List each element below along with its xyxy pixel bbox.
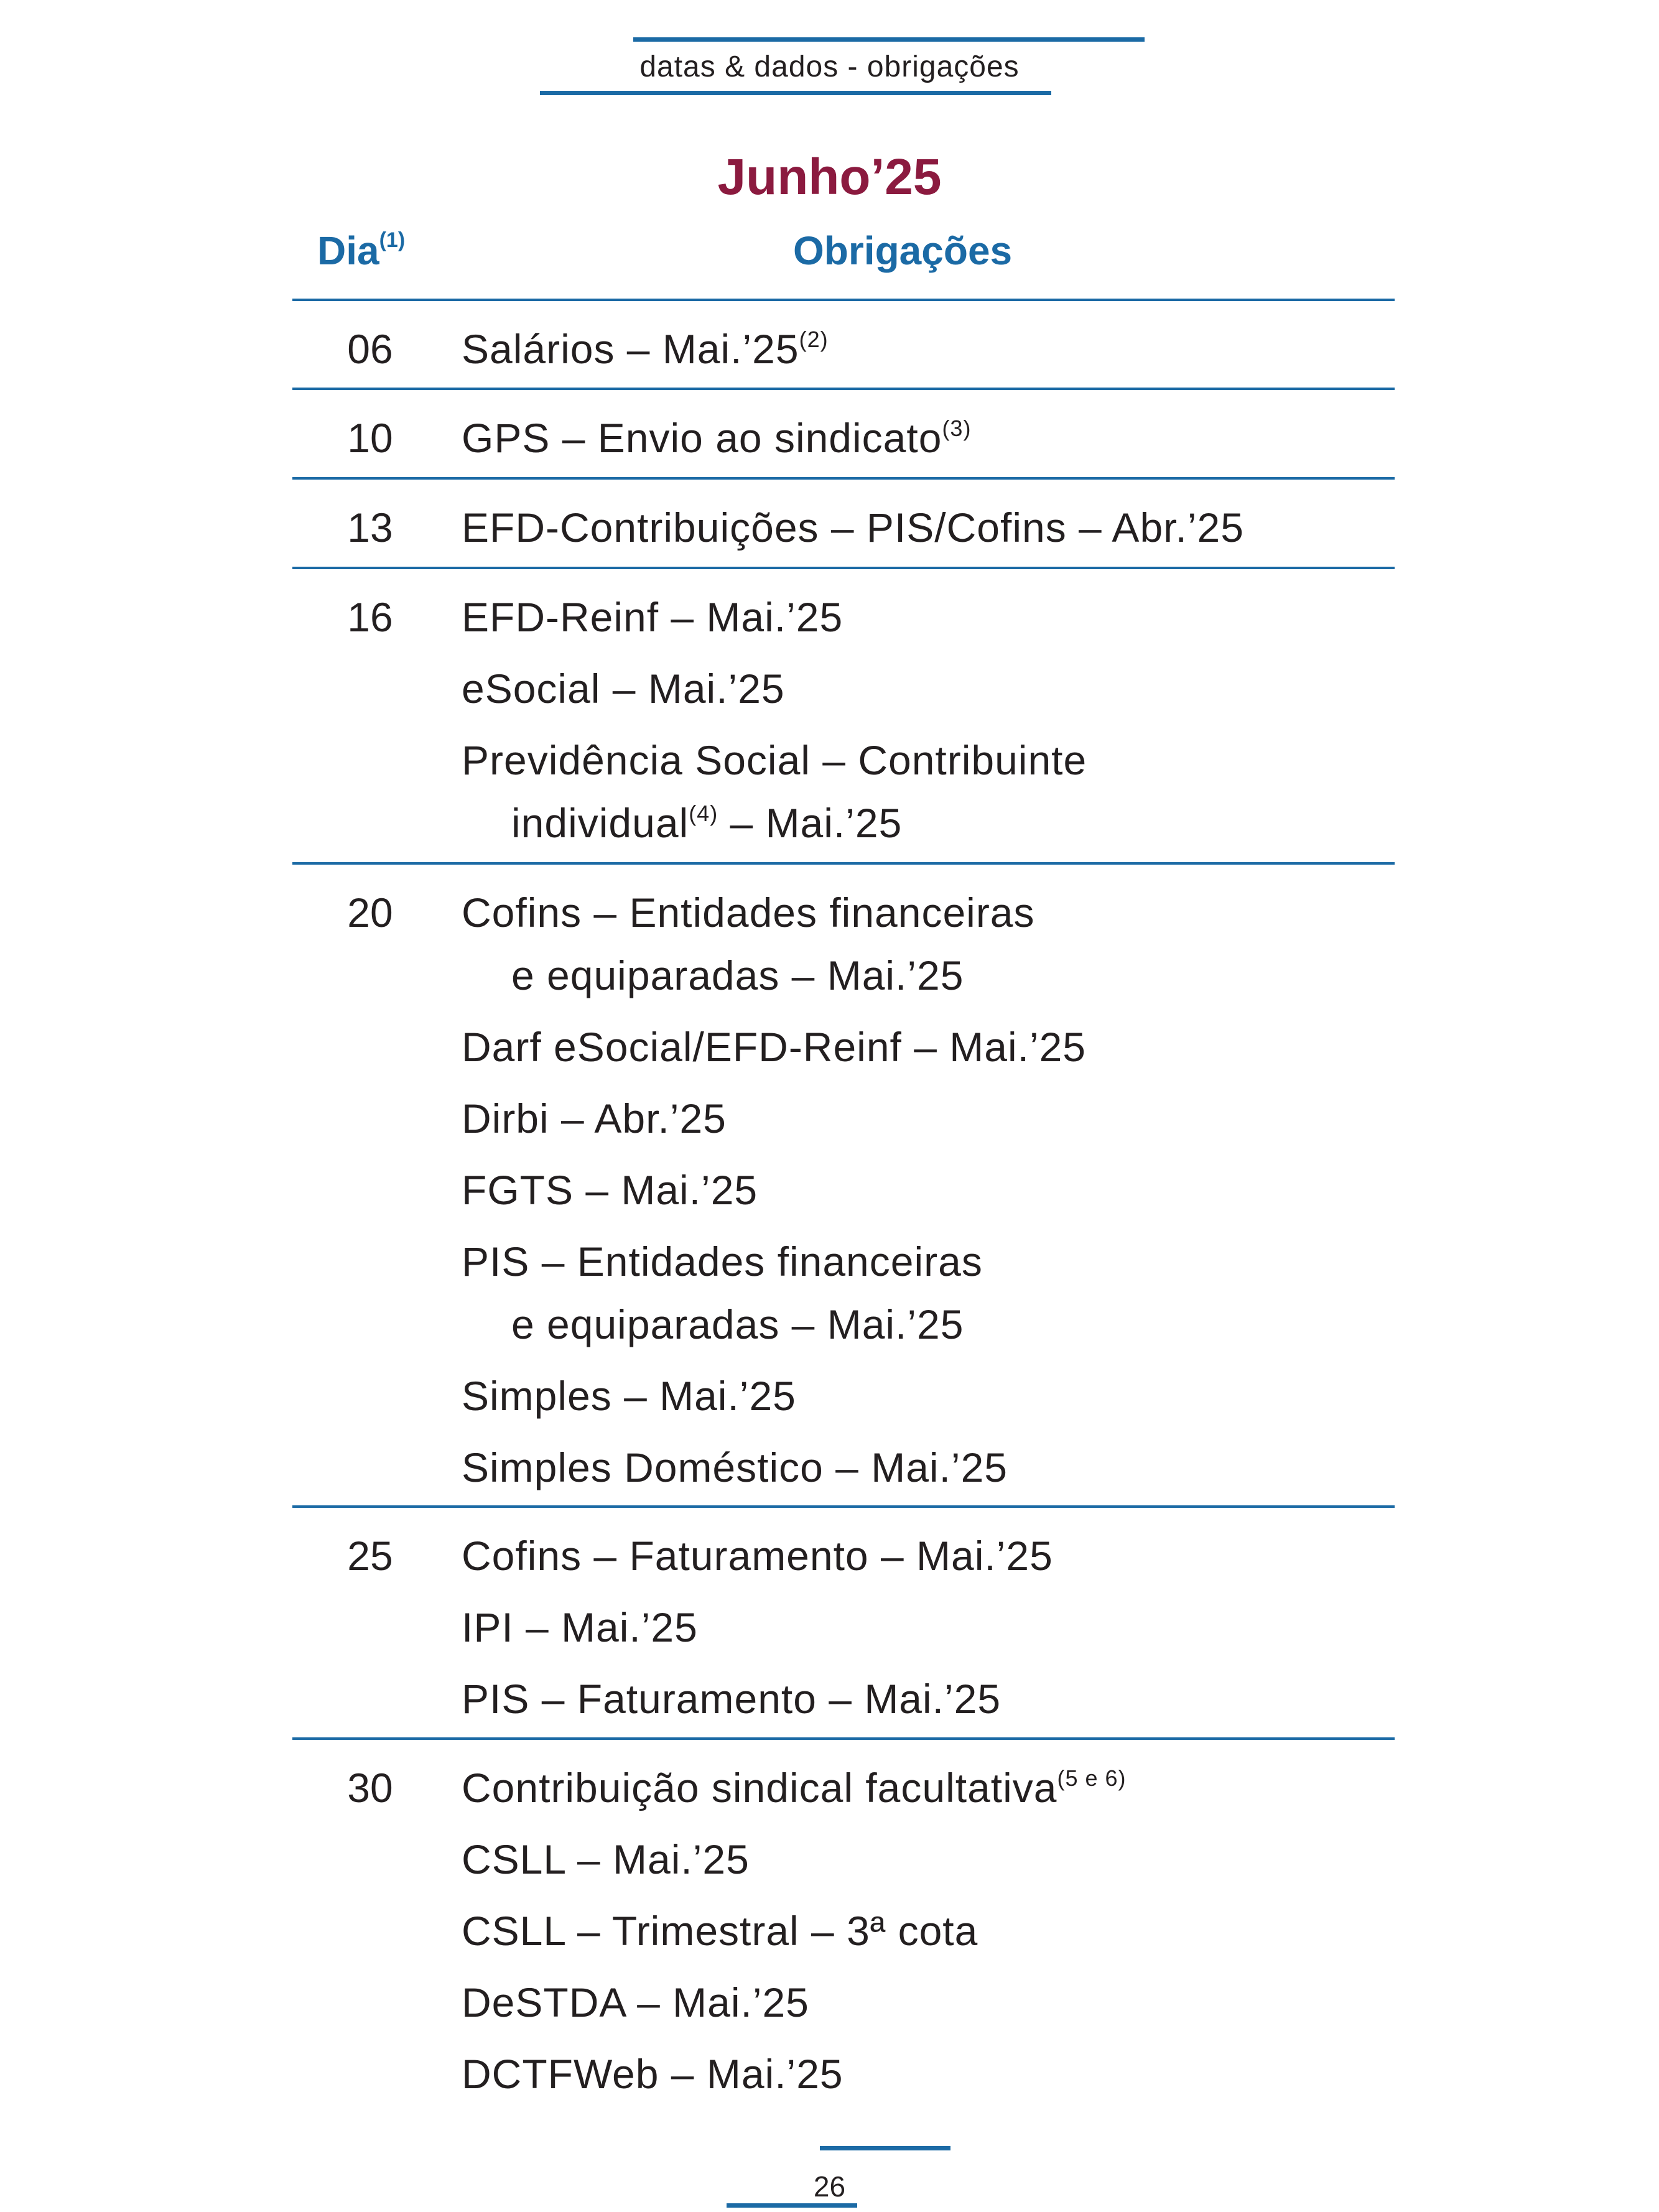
obligation-item [462, 415, 972, 461]
obligation-item: Cofins – Faturamento – Mai.’25 [462, 1533, 1053, 1579]
obligation-item-continuation: e equiparadas – Mai.’25 [511, 952, 964, 998]
obligation-item-continuation [511, 800, 903, 846]
footer-bar-top [820, 2146, 950, 2150]
day-footnote: (1) [379, 228, 406, 252]
footnote-marker: (5 e 6) [1057, 1765, 1127, 1791]
obligation-item: eSocial – Mai.’25 [462, 666, 785, 712]
obligation-item: CSLL – Mai.’25 [462, 1836, 750, 1882]
obligation-item: PIS – Entidades financeiras [462, 1238, 983, 1285]
footnote-marker: (3) [942, 416, 972, 441]
obligation-item: DeSTDA – Mai.’25 [462, 1979, 809, 2025]
table-rule [292, 388, 1395, 390]
obligation-item: Darf eSocial/EFD-Reinf – Mai.’25 [462, 1024, 1087, 1070]
obligation-item [462, 1765, 1127, 1811]
table-row-day: 10 [347, 415, 393, 461]
obligation-text: individual [511, 800, 689, 846]
obligations-label: Obrigações [793, 228, 1013, 273]
column-header-day [317, 228, 405, 274]
obligation-item: Simples – Mai.’25 [462, 1373, 796, 1419]
obligation-item: DCTFWeb – Mai.’25 [462, 2051, 843, 2097]
obligation-item: Simples Doméstico – Mai.’25 [462, 1444, 1008, 1490]
footnote-marker: (2) [799, 327, 829, 352]
obligation-item: EFD-Contribuições – PIS/Cofins – Abr.’25 [462, 504, 1244, 551]
column-header-obligations [793, 228, 1012, 274]
obligation-text: Salários – Mai.’25 [462, 326, 799, 372]
table-rule [292, 567, 1395, 569]
obligation-item: EFD-Reinf – Mai.’25 [462, 594, 843, 640]
day-label: Dia [317, 228, 379, 273]
table-row-day: 16 [347, 594, 393, 640]
obligation-item [462, 326, 829, 372]
obligation-item: FGTS – Mai.’25 [462, 1167, 758, 1213]
obligation-item: Previdência Social – Contribuinte [462, 737, 1087, 783]
footer-bar-bottom [727, 2203, 857, 2208]
table-row-day: 30 [347, 1765, 393, 1811]
obligation-item: IPI – Mai.’25 [462, 1604, 698, 1650]
obligation-item: PIS – Faturamento – Mai.’25 [462, 1676, 1001, 1722]
header-bar-bottom [540, 91, 1051, 95]
obligation-item-continuation: e equiparadas – Mai.’25 [511, 1301, 964, 1347]
table-rule [292, 477, 1395, 480]
obligation-text: GPS – Envio ao sindicato [462, 415, 942, 461]
table-rule [292, 862, 1395, 865]
page-title: Junho’25 [717, 149, 942, 205]
obligation-text: – Mai.’25 [718, 800, 903, 846]
obligation-item: CSLL – Trimestral – 3ª cota [462, 1908, 978, 1954]
obligation-item: Dirbi – Abr.’25 [462, 1095, 727, 1141]
table-rule [292, 299, 1395, 301]
table-rule [292, 1737, 1395, 1740]
header-bar-top [633, 37, 1145, 42]
footnote-marker: (4) [689, 801, 718, 826]
section-title: datas & dados - obrigações [639, 50, 1020, 83]
table-row-day: 13 [347, 504, 393, 551]
table-row-day: 06 [347, 326, 393, 372]
table-row-day: 25 [347, 1533, 393, 1579]
table-rule [292, 1505, 1395, 1508]
table-row-day: 20 [347, 890, 393, 936]
obligation-text: Contribuição sindical facultativa [462, 1765, 1057, 1811]
obligation-item: Cofins – Entidades financeiras [462, 890, 1035, 936]
page-number: 26 [813, 2170, 846, 2203]
